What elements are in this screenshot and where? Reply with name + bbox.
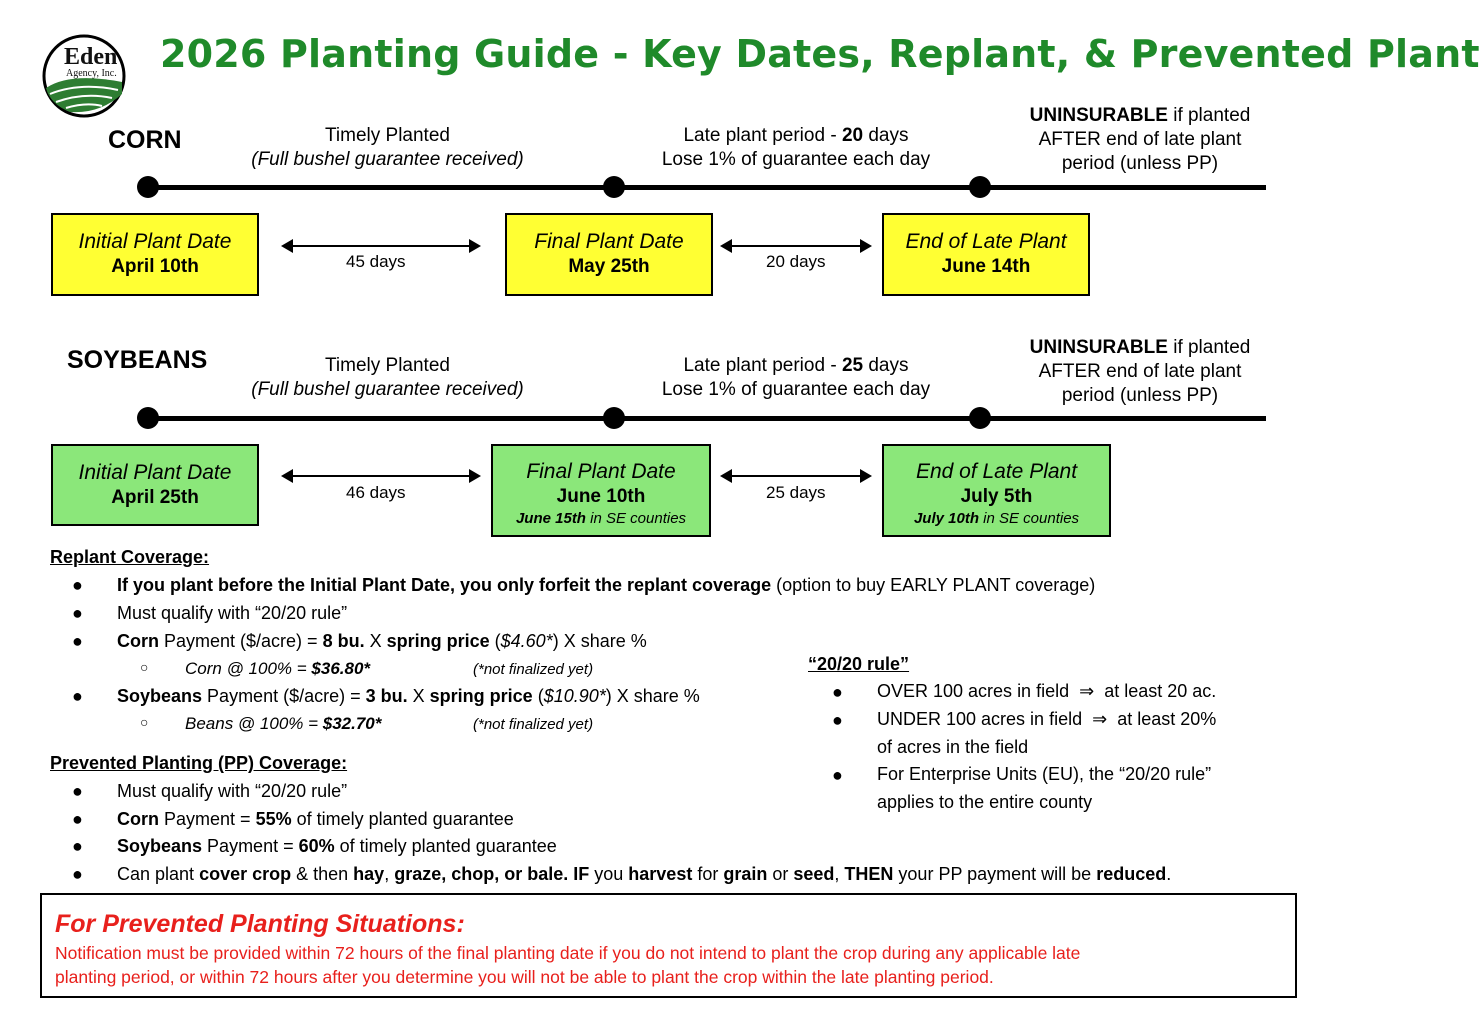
soy-initial-name: Initial Plant Date: [78, 461, 232, 484]
replant-bullet-1: [117, 575, 1095, 596]
pp-b4-b4: harvest: [628, 864, 693, 884]
soy-uninsurable-line2: AFTER end of late plant: [1038, 361, 1242, 382]
soy-late-post: days: [863, 355, 909, 376]
arrow-icon: ⇒: [1092, 709, 1108, 729]
replant-bullet-2: Must qualify with “20/20 rule”: [117, 603, 348, 623]
pp-b3-b2: 60%: [298, 836, 335, 856]
rule2020-r1-b: at least 20 ac.: [1104, 681, 1217, 701]
replant-b4-t2: X: [407, 686, 430, 706]
pp-b4-b7: THEN: [844, 864, 894, 884]
pp-b2-t2: of timely planted guarantee: [291, 809, 514, 829]
bullet-icon: ●: [832, 765, 843, 785]
soy-final-se-rest: in SE counties: [585, 510, 687, 527]
replant-b4-t3: (: [532, 686, 544, 706]
soy-timely-line2: (Full bushel guarantee received): [251, 379, 524, 400]
corn-late-post: days: [863, 125, 909, 146]
pp-b4-t6: or: [767, 864, 794, 884]
bullet-icon: ●: [832, 682, 843, 702]
pp-b4-b6: seed: [793, 864, 835, 884]
replant-beans-sub-val: $32.70*: [322, 714, 382, 733]
soy-end-date: July 5th: [960, 486, 1033, 507]
corn-initial-date: April 10th: [111, 256, 199, 277]
pp-b2-t1: Payment =: [159, 809, 256, 829]
corn-uninsurable-rest: if planted: [1167, 105, 1251, 126]
soy-timely-line1: Timely Planted: [325, 355, 450, 376]
corn-uninsurable-line3: period (unless PP): [1061, 153, 1219, 174]
corn-final-box: [505, 213, 713, 296]
pp-b4-b3: graze, chop, or bale. IF: [394, 864, 590, 884]
replant-beans-sub: [185, 714, 381, 734]
bullet-icon: ●: [72, 864, 83, 884]
pp-b2-b2: 55%: [255, 809, 292, 829]
bullet-icon: ●: [72, 631, 83, 651]
rule2020-item-1: [877, 677, 1216, 705]
corn-gap2-arrow: [722, 245, 870, 247]
soy-end-se-rest: in SE counties: [978, 510, 1080, 527]
replant-b1-rest: (option to buy EARLY PLANT coverage): [771, 575, 1096, 595]
sub-bullet-icon: ○: [140, 659, 149, 675]
pp-b4-b8: reduced: [1096, 864, 1167, 884]
soy-uninsurable-note: [1010, 336, 1270, 408]
soy-final-se-date: June 15th: [515, 510, 586, 527]
replant-b4-b3: spring price: [429, 686, 533, 706]
soy-gap2-arrow: [722, 475, 870, 477]
corn-end-name: End of Late Plant: [905, 230, 1067, 253]
rule2020-heading: “20/20 rule”: [808, 654, 910, 674]
logo-subtext: Agency, Inc.: [66, 68, 117, 79]
replant-b4-t4: ) X share %: [605, 686, 700, 706]
replant-bullet-4: [117, 686, 700, 707]
corn-final-name: Final Plant Date: [534, 230, 684, 253]
replant-b4-b2: 3 bu.: [365, 686, 408, 706]
soy-end-name: End of Late Plant: [915, 460, 1078, 483]
corn-timeline: [148, 185, 1266, 190]
replant-b3-b2: 8 bu.: [322, 631, 365, 651]
soy-late-days: 25: [841, 355, 864, 376]
bullet-icon: ●: [72, 836, 83, 856]
pp-b4-t8: your PP payment will be: [893, 864, 1097, 884]
pp-notice-line2: planting period, or within 72 hours after you determine you will not be able to plant the crop within the late planting period.: [55, 967, 994, 987]
pp-b4-t9: .: [1166, 864, 1172, 884]
bullet-icon: ●: [72, 781, 83, 801]
replant-corn-sub-val: $36.80*: [311, 659, 371, 678]
soy-final-se-note: [493, 509, 709, 529]
pp-b4-t5: for: [692, 864, 724, 884]
soy-final-box: [491, 444, 711, 537]
corn-initial-box: [51, 213, 259, 296]
pp-b3-t2: of timely planted guarantee: [334, 836, 557, 856]
corn-label: CORN: [108, 126, 182, 154]
corn-gap1-arrow: [283, 245, 479, 247]
pp-b4-b1: cover crop: [199, 864, 292, 884]
replant-b3-b1: Corn: [117, 631, 159, 651]
pp-bullet-4: [117, 864, 1171, 885]
rule2020-r2-b: at least 20%: [1117, 709, 1217, 729]
soy-dot-end: [969, 407, 991, 429]
replant-beans-note: (*not finalized yet): [473, 716, 594, 733]
logo-text: Eden: [64, 44, 118, 70]
corn-end-box: [882, 213, 1090, 296]
soy-dot-final: [603, 407, 625, 429]
soy-timeline: [148, 416, 1266, 421]
soy-gap1-days: 46 days: [346, 483, 406, 502]
rule2020-item-2: [877, 705, 1216, 761]
corn-dot-final: [603, 176, 625, 198]
replant-b3-t2: X: [364, 631, 387, 651]
pp-b4-b2: hay: [353, 864, 385, 884]
replant-heading: Replant Coverage:: [50, 547, 210, 567]
pp-b4-t2: & then: [291, 864, 354, 884]
soy-timely-note: [240, 354, 535, 402]
pp-bullet-3: [117, 836, 557, 857]
replant-b3-price: $4.60*: [500, 631, 553, 651]
corn-late-note: [648, 124, 944, 172]
pp-notice-text: [55, 941, 1080, 989]
rule2020-r2-a: UNDER 100 acres in field: [877, 709, 1083, 729]
corn-uninsurable-line2: AFTER end of late plant: [1038, 129, 1242, 150]
pp-notice-box: [40, 893, 1297, 998]
pp-b4-t1: Can plant: [117, 864, 200, 884]
replant-b1-bold: If you plant before the Initial Plant Date, you only forfeit the replant coverage: [117, 575, 772, 595]
pp-bullet-2: [117, 809, 514, 830]
pp-b2-b1: Corn: [117, 809, 159, 829]
corn-dot-end: [969, 176, 991, 198]
soy-initial-date: April 25th: [111, 487, 199, 508]
pp-notice-title: For Prevented Planting Situations:: [55, 910, 465, 938]
replant-corn-sub: [185, 659, 370, 679]
replant-b3-b3: spring price: [386, 631, 490, 651]
corn-late-pre: Late plant period -: [683, 125, 842, 146]
soy-dot-initial: [137, 407, 159, 429]
soy-final-date: June 10th: [556, 486, 646, 507]
replant-b3-t1: Payment ($/acre) =: [159, 631, 323, 651]
corn-uninsurable-bold: UNINSURABLE: [1029, 105, 1168, 126]
replant-b3-t4: ) X share %: [552, 631, 647, 651]
corn-initial-name: Initial Plant Date: [78, 230, 232, 253]
soy-end-box: [882, 444, 1111, 537]
replant-b3-t3: (: [489, 631, 501, 651]
pp-b4-t7: ,: [834, 864, 845, 884]
soy-end-se-note: [884, 509, 1109, 529]
pp-b4-b5: grain: [723, 864, 768, 884]
bullet-icon: ●: [832, 710, 843, 730]
soy-final-name: Final Plant Date: [526, 460, 676, 483]
corn-timely-line2: (Full bushel guarantee received): [251, 149, 524, 170]
pp-heading: Prevented Planting (PP) Coverage:: [50, 753, 348, 773]
rule2020-r1-a: OVER 100 acres in field: [877, 681, 1070, 701]
corn-uninsurable-note: [1010, 104, 1270, 176]
soy-gap2-days: 25 days: [766, 483, 826, 502]
corn-timely-note: [240, 124, 535, 172]
replant-corn-sub-pre: Corn @ 100% =: [185, 659, 312, 678]
pp-b3-t1: Payment =: [202, 836, 299, 856]
sub-bullet-icon: ○: [140, 714, 149, 730]
bullet-icon: ●: [72, 603, 83, 623]
corn-late-line2: Lose 1% of guarantee each day: [661, 149, 931, 170]
corn-late-days: 20: [841, 125, 864, 146]
replant-b4-t1: Payment ($/acre) =: [202, 686, 366, 706]
corn-gap2-days: 20 days: [766, 252, 826, 271]
corn-final-date: May 25th: [568, 256, 650, 277]
replant-bullet-3: [117, 631, 647, 652]
pp-notice-line1: Notification must be provided within 72 hours of the final planting date if you do not intend to plant the crop during any applicable late: [55, 943, 1081, 963]
rule2020-item-3: [877, 760, 1211, 816]
soybeans-label: SOYBEANS: [67, 346, 208, 374]
soy-initial-box: [51, 444, 259, 526]
rule2020-r2-c: of acres in the field: [877, 737, 1029, 757]
replant-b4-b1: Soybeans: [117, 686, 203, 706]
replant-corn-note: (*not finalized yet): [473, 661, 594, 678]
bullet-icon: ●: [72, 686, 83, 706]
pp-b3-b1: Soybeans: [117, 836, 203, 856]
page-title: 2026 Planting Guide - Key Dates, Replant, & Prevented Plant: [160, 32, 1480, 76]
arrow-icon: ⇒: [1079, 681, 1095, 701]
pp-b4-t4: you: [589, 864, 629, 884]
pp-bullet-1: Must qualify with “20/20 rule”: [117, 781, 348, 801]
soy-uninsurable-line3: period (unless PP): [1061, 385, 1219, 406]
corn-end-date: June 14th: [941, 256, 1031, 277]
soy-late-line2: Lose 1% of guarantee each day: [661, 379, 931, 400]
soy-uninsurable-rest: if planted: [1167, 337, 1251, 358]
bullet-icon: ●: [72, 809, 83, 829]
replant-b4-price: $10.90*: [543, 686, 606, 706]
corn-dot-initial: [137, 176, 159, 198]
soy-gap1-arrow: [283, 475, 479, 477]
soy-late-note: [648, 354, 944, 402]
rule2020-r3-a: For Enterprise Units (EU), the “20/20 rule”: [877, 764, 1212, 784]
soy-uninsurable-bold: UNINSURABLE: [1029, 337, 1168, 358]
bullet-icon: ●: [72, 575, 83, 595]
rule2020-r3-b: applies to the entire county: [877, 792, 1093, 812]
soy-end-se-date: July 10th: [913, 510, 979, 527]
pp-b4-t3: ,: [384, 864, 395, 884]
soy-late-pre: Late plant period -: [683, 355, 842, 376]
replant-beans-sub-pre: Beans @ 100% =: [185, 714, 323, 733]
corn-timely-line1: Timely Planted: [325, 125, 450, 146]
corn-gap1-days: 45 days: [346, 252, 406, 271]
